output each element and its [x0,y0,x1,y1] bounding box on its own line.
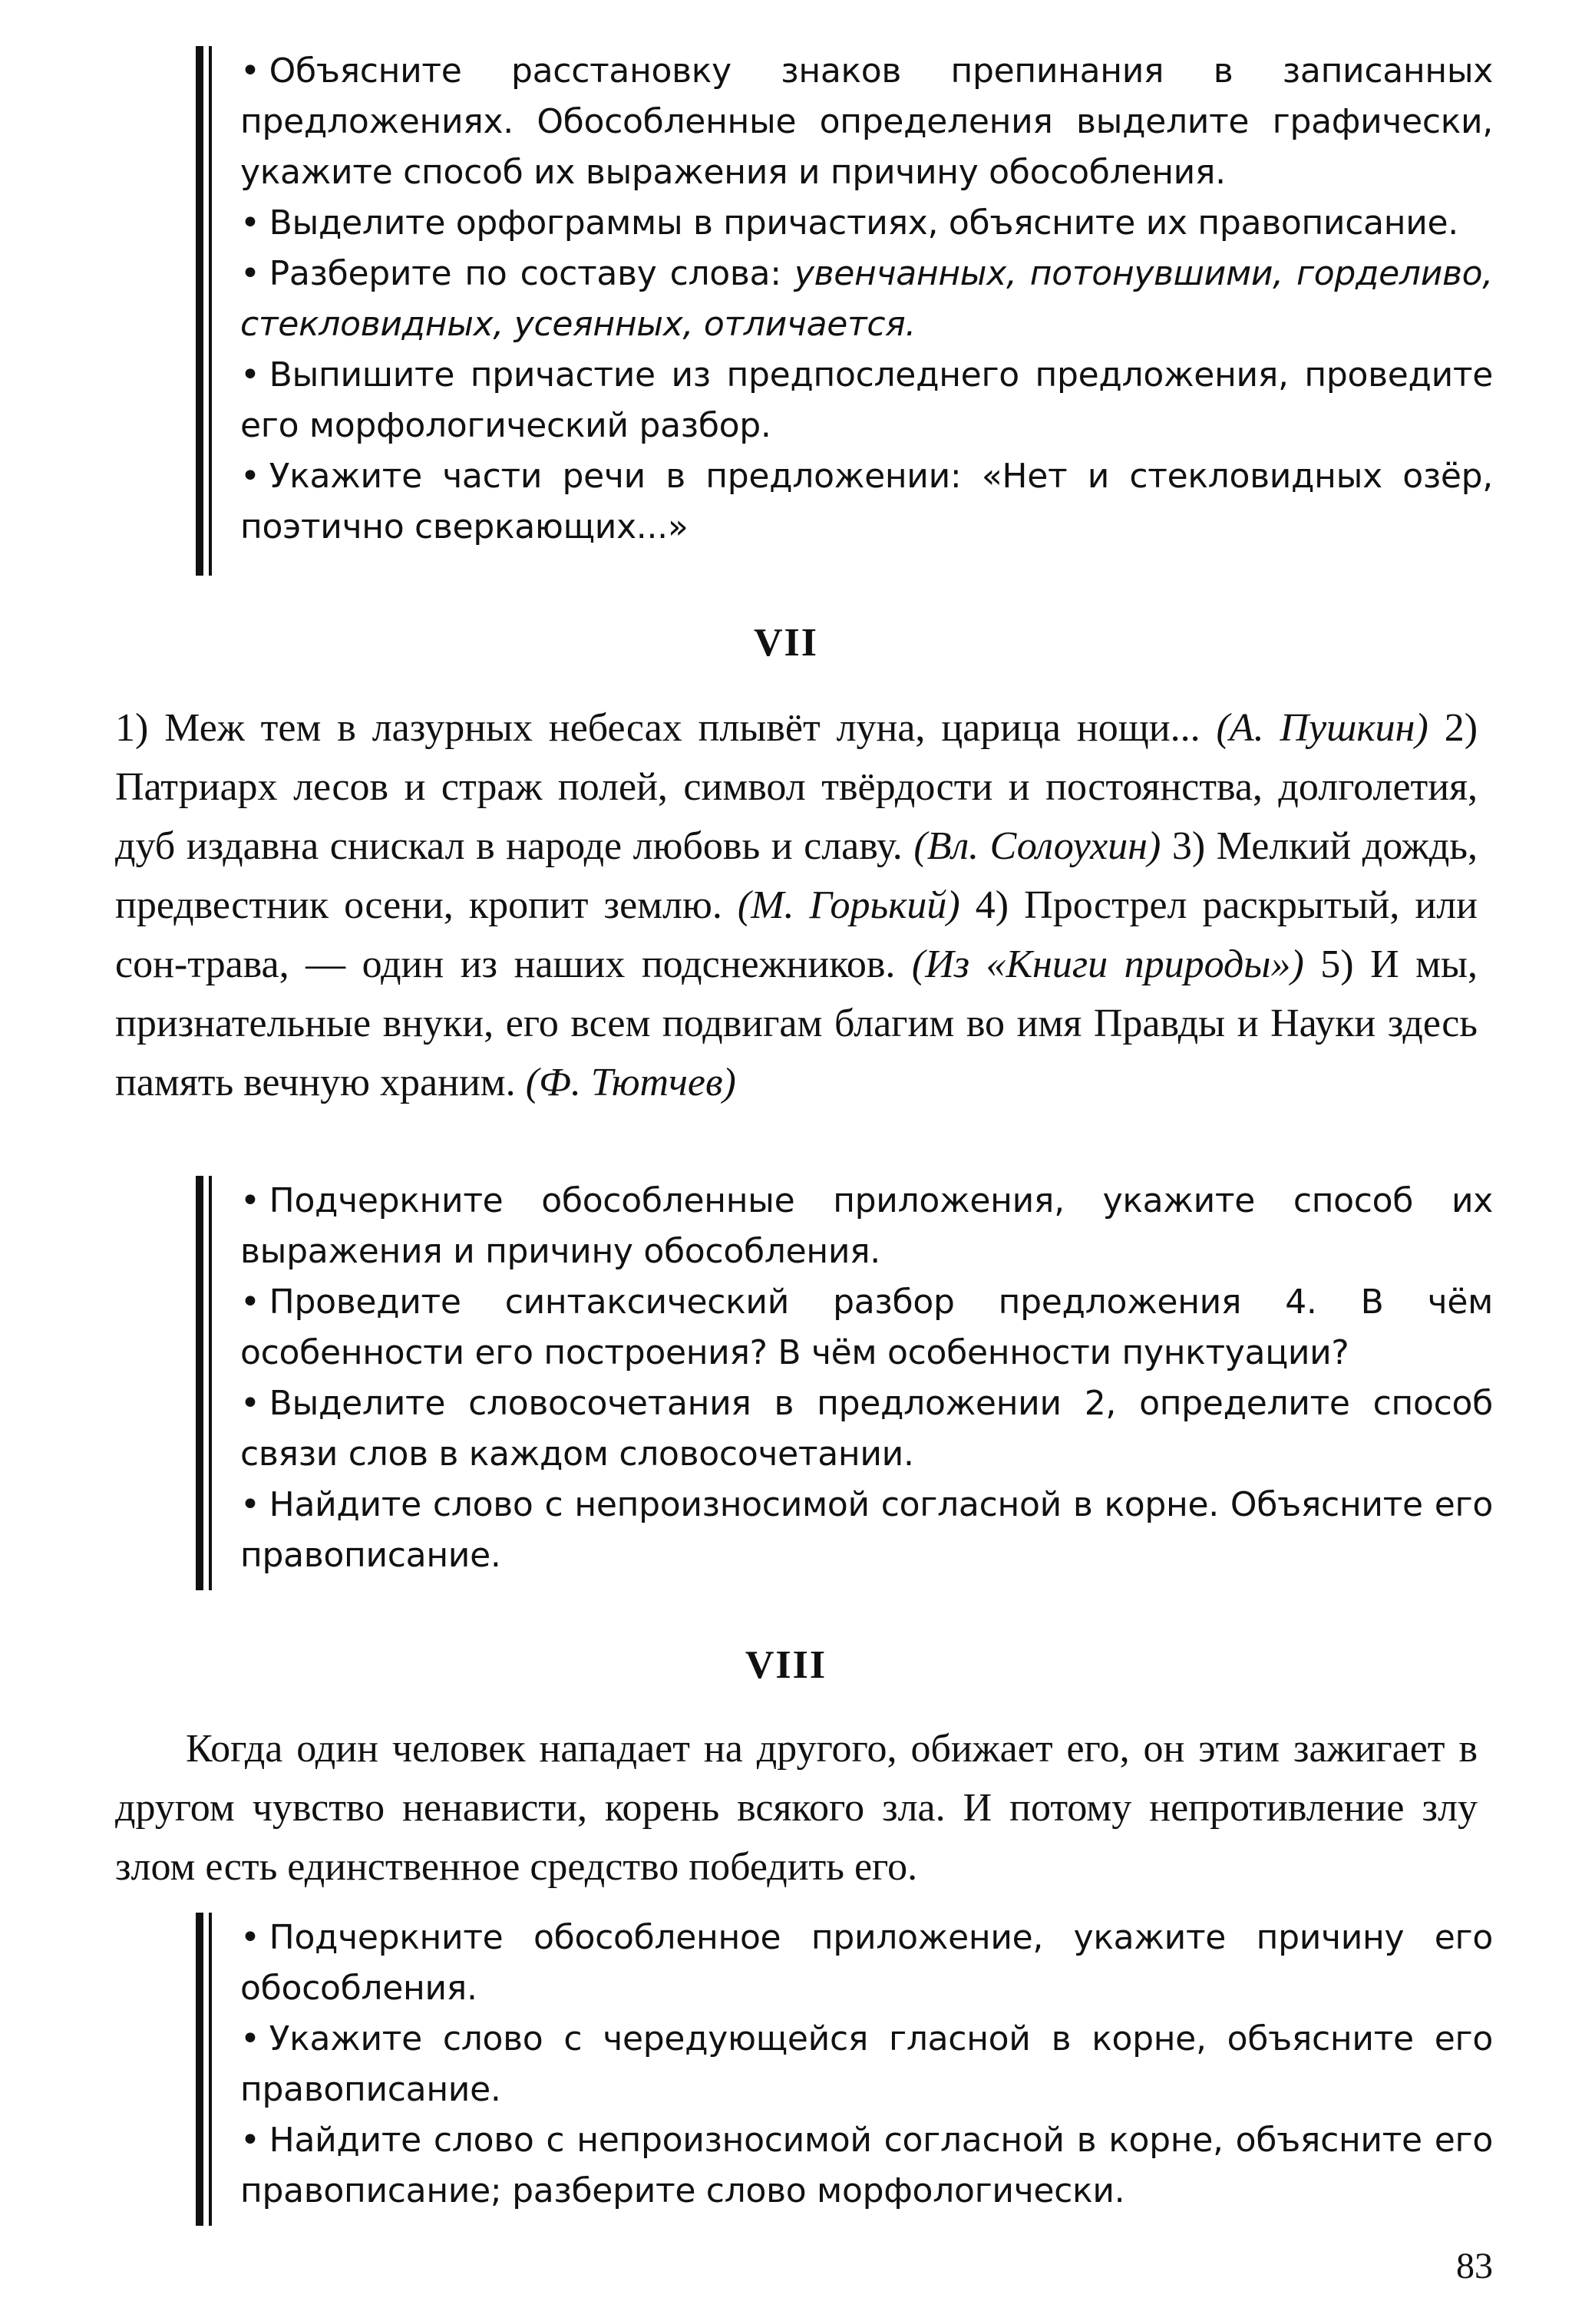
bullet-icon: • [240,1384,260,1423]
section-heading: VII [753,621,819,665]
bullet-icon: • [240,1918,260,1957]
bullet-icon: • [240,2019,260,2058]
bullet-icon: • [240,355,260,394]
margin-bar [209,46,212,576]
task-list [196,46,1493,553]
bullet-icon: • [240,1485,260,1524]
task-item: • Подчеркните обособленное приложение, укажите причину его обособления. [240,1913,1493,2014]
word-list: увенчанных, потонувшими, горделиво, стекловидных, усеянных, отличается. [240,254,1493,344]
task-item: • Укажите слово с чередующейся гласной в корне, объясните его правописание. [240,2014,1493,2115]
task-item: • Разберите по составу слова: увенчанных, потонувшими, горделиво, стекловидных, усеянных, отличается. [240,249,1493,350]
task-item: • Выделите словосочетания в предложении 2, определите способ связи слов в каждом словосочетании. [240,1378,1493,1480]
task-item: • Найдите слово с непроизносимой согласной в корне. Объясните его правописание. [240,1480,1493,1581]
margin-bar [196,1176,203,1590]
task-item: • Объясните расстановку знаков препинания в записанных предложениях. Обособленные определения выделите графически, укажите способ их выражения и причину обособления. [240,46,1493,198]
task-item: • Выделите орфограммы в причастиях, объясните их правописание. [240,198,1493,249]
page-number: 83 [1456,2246,1493,2286]
bullet-icon: • [240,254,260,293]
task-item: • Проведите синтаксический разбор предложения 4. В чём особенности его построения? В чём особенности пунктуации? [240,1277,1493,1378]
bullet-icon: • [240,1181,260,1220]
task-item: • Укажите части речи в предложении: «Нет и стекловидных озёр, поэтично сверкающих...» [240,451,1493,553]
bullet-icon: • [240,51,260,91]
author-citation: (М. Горький) [737,883,960,927]
task-item: • Найдите слово с непроизносимой согласной в корне, объясните его правописание; разберите слово морфологически. [240,2115,1493,2217]
bullet-icon: • [240,1282,260,1322]
bullet-icon: • [240,203,260,243]
author-citation: (Ф. Тютчев) [525,1061,736,1104]
exercise-text: Когда один человек нападает на другого, обижает его, он этим зажигает в другом чувство ненависти, корень всякого зла. И потому непротивление злу злом есть единственное средство победить его. [115,1727,1478,1889]
margin-bar [196,46,203,576]
task-block-3 [196,1913,1493,2226]
author-citation: (Вл. Солоухин) [913,824,1161,868]
margin-bar [196,1913,203,2226]
exercise-text: 1) Меж тем в лазурных небесах плывёт луна, царица нощи... (А. Пушкин) 2) Патриарх лесов и страж полей, символ твёрдости и постоянства, долголетия, дуб издавна снискал в народе любовь и славу. (Вл. Солоухин) 3) Мелкий дождь, предвестник осени, кропит землю. (М. Горький) 4) Прострел раскрытый, или сон-трава, — один из наших подснежников. (Из «Книги природы») 5) И мы, признательные внуки, его всем подвигам благим во имя Правды и Науки здесь память вечную храним. (Ф. Тютчев) [115,706,1478,1104]
task-list [196,1176,1493,1581]
bullet-icon: • [240,2121,260,2160]
section-heading: VIII [745,1643,827,1687]
author-citation: (Из «Книги природы») [911,942,1304,986]
task-block-1 [196,46,1493,576]
bullet-icon: • [240,457,260,496]
margin-bar [209,1913,212,2226]
task-block-2 [196,1176,1493,1590]
task-item: • Подчеркните обособленные приложения, укажите способ их выражения и причину обособления. [240,1176,1493,1277]
task-item: • Выпишите причастие из предпоследнего предложения, проведите его морфологический разбор. [240,350,1493,451]
margin-bar [209,1176,212,1590]
task-list [196,1913,1493,2217]
author-citation: (А. Пушкин) [1216,706,1428,750]
